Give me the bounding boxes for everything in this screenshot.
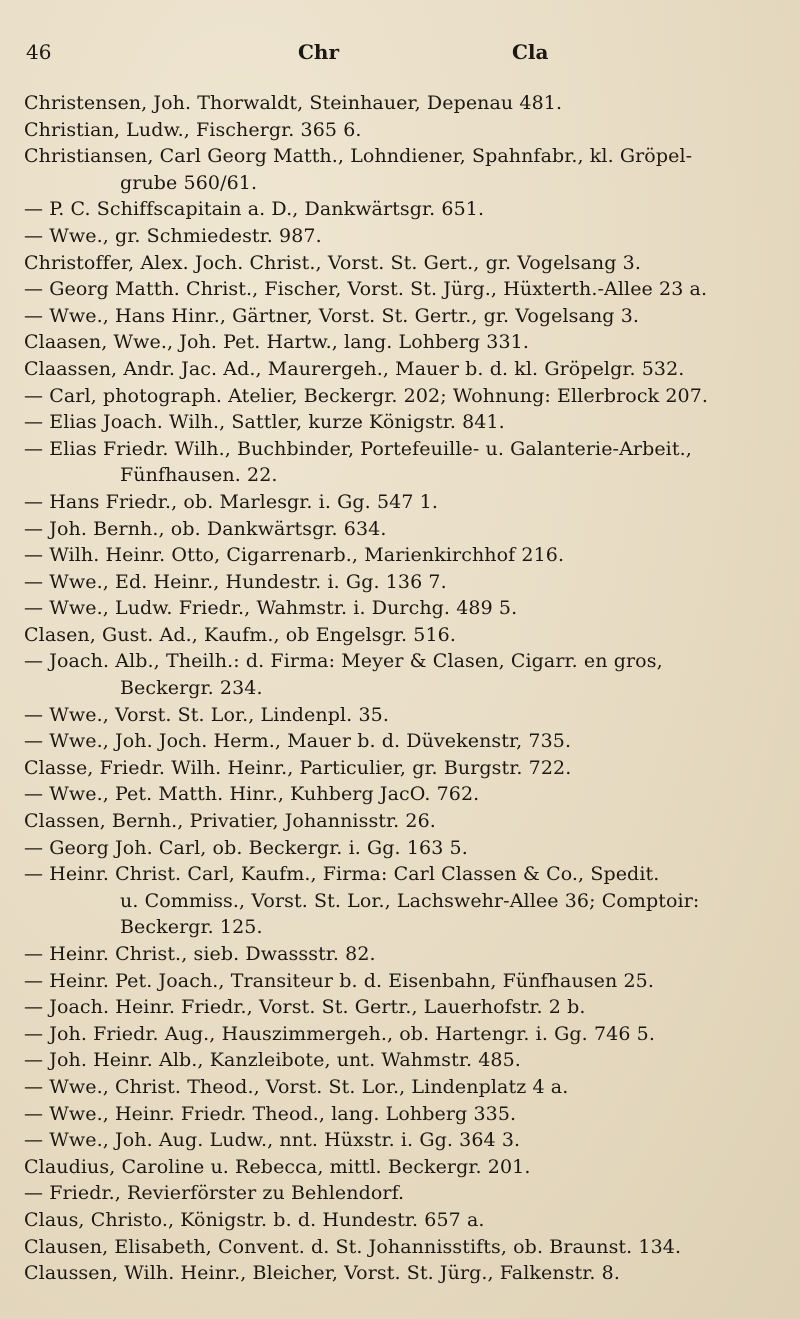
entry-line: Claasen, Wwe., Joh. Pet. Hartw., lang. Lohberg 331. bbox=[24, 331, 530, 354]
entry-line: Clausen, Elisabeth, Convent. d. St. Johannisstifts, ob. Braunst. 134. bbox=[24, 1235, 682, 1258]
entry-line: — Heinr. Christ. Carl, Kaufm., Firma: Carl Classen & Co., Spedit. bbox=[24, 863, 660, 886]
entry-line: — Elias Joach. Wilh., Sattler, kurze Königstr. 841. bbox=[24, 411, 505, 434]
header-left-catchword: Chr bbox=[298, 40, 339, 64]
entry-line: Christiansen, Carl Georg Matth., Lohndiener, Spahnfabr., kl. Gröpel- bbox=[24, 145, 693, 168]
entry-continuation-line: u. Commiss., Vorst. St. Lor., Lachswehr-Allee 36; Comptoir: bbox=[120, 889, 700, 912]
entry-line: Christoffer, Alex. Joch. Christ., Vorst. St. Gert., gr. Vogelsang 3. bbox=[24, 251, 641, 274]
entry-line: — Wwe., Christ. Theod., Vorst. St. Lor., Lindenplatz 4 a. bbox=[24, 1075, 569, 1098]
entry-line: — Friedr., Revierförster zu Behlendorf. bbox=[24, 1182, 405, 1205]
entry-line: — Wwe., Heinr. Friedr. Theod., lang. Lohberg 335. bbox=[24, 1102, 517, 1125]
entry-continuation-line: grube 560/61. bbox=[120, 171, 258, 194]
entry-continuation-line: Fünfhausen. 22. bbox=[120, 464, 278, 487]
entry-line: — Elias Friedr. Wilh., Buchbinder, Portefeuille- u. Galanterie-Arbeit., bbox=[24, 437, 692, 460]
entry-line: — Carl, photograph. Atelier, Beckergr. 202; Wohnung: Ellerbrock 207. bbox=[24, 384, 709, 407]
entry-line: Clasen, Gust. Ad., Kaufm., ob Engelsgr. 516. bbox=[24, 623, 456, 646]
entry-line: Classe, Friedr. Wilh. Heinr., Particulier, gr. Burgstr. 722. bbox=[24, 756, 572, 779]
entry-line: Claussen, Wilh. Heinr., Bleicher, Vorst. St. Jürg., Falkenstr. 8. bbox=[24, 1262, 620, 1285]
directory-entries bbox=[24, 90, 788, 1287]
entry-line: — Wwe., gr. Schmiedestr. 987. bbox=[24, 224, 322, 247]
entry-line: — Georg Joh. Carl, ob. Beckergr. i. Gg. 163 5. bbox=[24, 836, 468, 859]
entry-line: — Hans Friedr., ob. Marlesgr. i. Gg. 547 1. bbox=[24, 490, 438, 513]
header-right-catchword: Cla bbox=[512, 40, 549, 64]
entry-line: — Wwe., Ed. Heinr., Hundestr. i. Gg. 136 7. bbox=[24, 570, 447, 593]
entry-line: — P. C. Schiffscapitain a. D., Dankwärtsgr. 651. bbox=[24, 198, 485, 221]
entry-line: Claudius, Caroline u. Rebecca, mittl. Beckergr. 201. bbox=[24, 1155, 531, 1178]
entry-line: — Heinr. Christ., sieb. Dwassstr. 82. bbox=[24, 943, 376, 965]
entry-line: Christian, Ludw., Fischergr. 365 6. bbox=[24, 118, 362, 141]
entry-line: Claus, Christo., Königstr. b. d. Hundestr. 657 a. bbox=[24, 1208, 485, 1231]
entry-line: — Wwe., Hans Hinr., Gärtner, Vorst. St. Gertr., gr. Vogelsang 3. bbox=[24, 304, 640, 327]
entry-line: — Wwe., Joh. Aug. Ludw., nnt. Hüxstr. i. Gg. 364 3. bbox=[24, 1129, 521, 1152]
entry-line: — Georg Matth. Christ., Fischer, Vorst. St. Jürg., Hüxterth.-Allee 23 a. bbox=[24, 278, 708, 301]
entry-line: — Joach. Heinr. Friedr., Vorst. St. Gertr., Lauerhofstr. 2 b. bbox=[24, 996, 586, 1019]
entry-line: — Wilh. Heinr. Otto, Cigarrenarb., Marienkirchhof 216. bbox=[24, 544, 565, 567]
entry-line: — Joach. Alb., Theilh.: d. Firma: Meyer & Clasen, Cigarr. en gros, bbox=[24, 650, 663, 673]
entry-continuation-line: Beckergr. 125. bbox=[120, 916, 263, 939]
entry-line: — Wwe., Joh. Joch. Herm., Mauer b. d. Düvekenstr, 735. bbox=[24, 730, 572, 753]
entry-line: Classen, Bernh., Privatier, Johannisstr. 26. bbox=[24, 810, 436, 833]
page-number: 46 bbox=[26, 40, 52, 64]
entry-line: — Wwe., Pet. Matth. Hinr., Kuhberg JacO. 762. bbox=[24, 783, 480, 806]
entry-line: — Joh. Friedr. Aug., Hauszimmergeh., ob. Hartengr. i. Gg. 746 5. bbox=[24, 1022, 655, 1045]
entry-line: — Heinr. Pet. Joach., Transiteur b. d. Eisenbahn, Fünfhausen 25. bbox=[24, 969, 654, 992]
page-header bbox=[26, 38, 760, 72]
entry-continuation-line: Beckergr. 234. bbox=[120, 677, 263, 700]
entry-line: — Wwe., Vorst. St. Lor., Lindenpl. 35. bbox=[24, 703, 389, 726]
entry-line: — Joh. Bernh., ob. Dankwärtsgr. 634. bbox=[24, 517, 387, 540]
entry-line: — Joh. Heinr. Alb., Kanzleibote, unt. Wahmstr. 485. bbox=[24, 1049, 521, 1072]
entry-line: Claassen, Andr. Jac. Ad., Maurergeh., Mauer b. d. kl. Gröpelgr. 532. bbox=[24, 357, 685, 380]
entry-line: — Wwe., Ludw. Friedr., Wahmstr. i. Durchg. 489 5. bbox=[24, 597, 518, 620]
entry-line: Christensen, Joh. Thorwaldt, Steinhauer, Depenau 481. bbox=[24, 92, 563, 114]
